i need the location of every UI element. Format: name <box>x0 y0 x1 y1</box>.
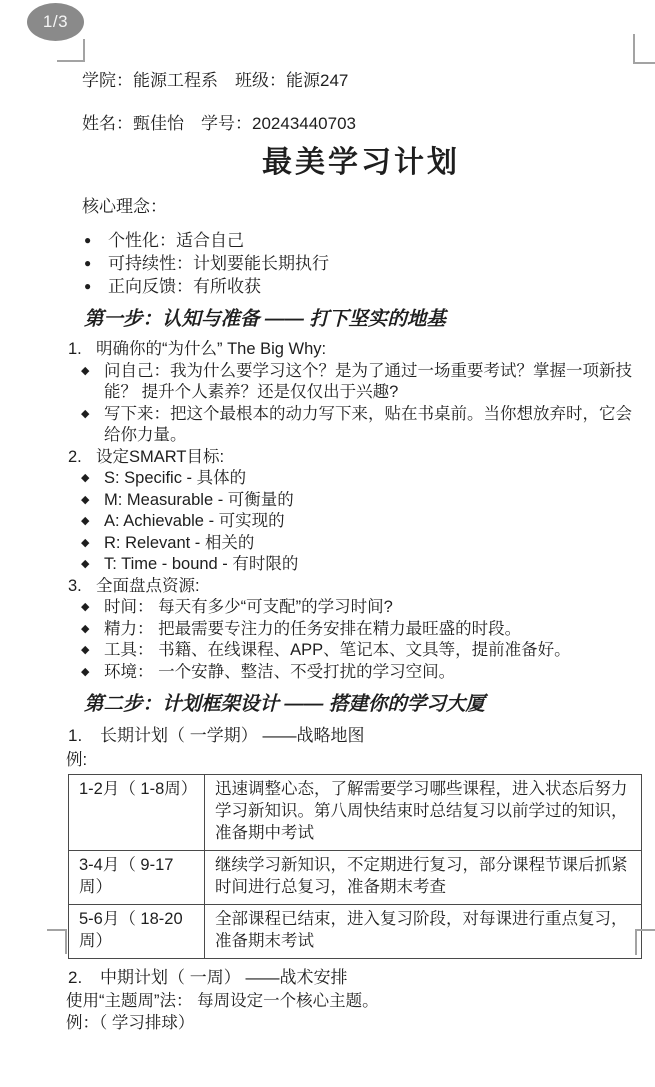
crop-corner-top-left-icon <box>57 39 85 62</box>
disc-bullet-icon: ● <box>84 256 92 270</box>
theme-week-line: 使用“主题周”法： 每周设定一个核心主题。 <box>66 992 379 1010</box>
step2-heading: 第二步：计划框架设计 —— 搭建你的学习大厦 <box>84 693 485 715</box>
diamond-bullet-icon: ◆ <box>81 601 90 613</box>
list-item-text: M: Measurable - 可衡量的 <box>104 490 294 509</box>
list-item <box>68 576 642 598</box>
long-plan-label: 长期计划（ 一学期） ——战略地图 <box>100 726 365 745</box>
page-indicator-badge[interactable] <box>27 3 84 41</box>
diamond-bullet-icon: ◆ <box>81 665 90 678</box>
list-item-text: S: Specific - 具体的 <box>104 469 247 487</box>
item-number: 1. <box>68 726 83 745</box>
example2-label: 例：（ 学习排球） <box>66 1014 195 1032</box>
mid-plan-label: 中期计划（ 一周） ——战术安排 <box>100 968 348 987</box>
list-item-text: 明确你的“为什么” The Big Why: <box>96 340 327 358</box>
table-cell-period: 5-6月（ 18-20周） <box>69 905 205 959</box>
list-item <box>68 554 642 576</box>
list-item <box>68 511 642 533</box>
crop-corner-bottom-right-icon <box>635 929 655 955</box>
semester-plan-table <box>68 774 642 959</box>
list-item <box>68 619 642 641</box>
page-indicator-label: 1/3 <box>42 12 69 31</box>
table-cell-desc: 迅速调整心态，了解需要学习哪些课程，进入状态后努力学习新知识。第八周快结束时总结复习以前学过的知识，准备期中考试 <box>205 775 642 851</box>
item-number: 2. <box>68 968 83 987</box>
example-label: 例: <box>66 751 88 769</box>
crop-corner-top-right-icon <box>633 34 655 64</box>
list-item-text: 写下来：把这个最根本的动力写下来，贴在书桌前。当你想放弃时，它会给你力量。 <box>104 404 632 444</box>
disc-bullet-icon: ● <box>84 279 92 293</box>
table-cell-period: 1-2月（ 1-8周） <box>69 775 205 851</box>
table-cell-period: 3-4月（ 9-17周） <box>69 851 205 905</box>
list-item-text: 可持续性：计划要能长期执行 <box>108 254 329 273</box>
list-item <box>68 468 642 490</box>
long-plan-line <box>68 725 642 747</box>
list-item <box>68 662 642 684</box>
list-item-text: 正向反馈：有所收获 <box>108 277 261 296</box>
diamond-bullet-icon: ◆ <box>81 558 90 570</box>
list-item-text: 设定SMART目标: <box>96 447 225 466</box>
list-item-text: 环境： 一个安静、整洁、不受打扰的学习空间。 <box>104 662 456 681</box>
list-item-text: T: Time - bound - 有时限的 <box>104 555 299 573</box>
diamond-bullet-icon: ◆ <box>81 472 90 484</box>
list-item-text: 时间： 每天有多少“可支配”的学习时间? <box>104 598 393 616</box>
mid-plan-line <box>68 967 642 989</box>
list-item-text: 工具： 书籍、在线课程、APP、笔记本、文具等，提前准备好。 <box>104 641 571 659</box>
table-cell-desc: 继续学习新知识，不定期进行复习，部分课程节课后抓紧时间进行总复习，准备期末考查 <box>205 851 642 905</box>
list-item <box>68 533 642 555</box>
list-item <box>68 404 642 447</box>
list-item-text: 精力： 把最需要专注力的任务安排在精力最旺盛的时段。 <box>104 619 522 638</box>
list-item <box>68 490 642 512</box>
core-concept-list <box>84 229 642 298</box>
table-row <box>69 851 642 905</box>
list-item <box>84 275 642 298</box>
name-studentid-line: 姓名：甄佳怡 学号：20243440703 <box>82 114 357 133</box>
list-item-text: 个性化：适合自己 <box>108 231 244 250</box>
item-number: 2. <box>68 447 82 466</box>
disc-bullet-icon: ● <box>84 233 92 247</box>
item-number: 1. <box>68 340 82 358</box>
list-item <box>68 640 642 662</box>
diamond-bullet-icon: ◆ <box>81 493 90 506</box>
diamond-bullet-icon: ◆ <box>81 407 90 420</box>
item-number: 3. <box>68 576 82 595</box>
diamond-bullet-icon: ◆ <box>81 536 90 549</box>
department-class-line: 学院：能源工程系 班级：能源247 <box>82 71 349 90</box>
document-title: 最美学习计划 <box>262 146 460 179</box>
list-item <box>68 597 642 619</box>
table-row <box>69 905 642 959</box>
step1-list <box>68 339 642 683</box>
table-cell-desc: 全部课程已结束，进入复习阶段，对每课进行重点复习，准备期末考试 <box>205 905 642 959</box>
diamond-bullet-icon: ◆ <box>81 644 90 656</box>
list-item-text: A: Achievable - 可实现的 <box>104 512 285 530</box>
list-item-text: R: Relevant - 相关的 <box>104 533 255 552</box>
list-item <box>68 447 642 469</box>
step1-heading: 第一步：认知与准备 —— 打下坚实的地基 <box>84 308 446 330</box>
list-item-text: 问自己：我为什么要学习这个？是为了通过一场重要考试？掌握一项新技能？ 提升个人素养？还是仅仅出于兴趣? <box>104 361 632 401</box>
diamond-bullet-icon: ◆ <box>81 622 90 635</box>
crop-corner-bottom-left-icon <box>47 929 67 954</box>
list-item <box>84 252 642 275</box>
list-item <box>68 361 642 404</box>
diamond-bullet-icon: ◆ <box>81 364 90 377</box>
list-item <box>84 229 642 252</box>
table-row <box>69 775 642 851</box>
core-concept-heading: 核心理念： <box>82 197 167 216</box>
list-item <box>68 339 642 361</box>
diamond-bullet-icon: ◆ <box>81 515 90 527</box>
list-item-text: 全面盘点资源: <box>96 576 200 595</box>
